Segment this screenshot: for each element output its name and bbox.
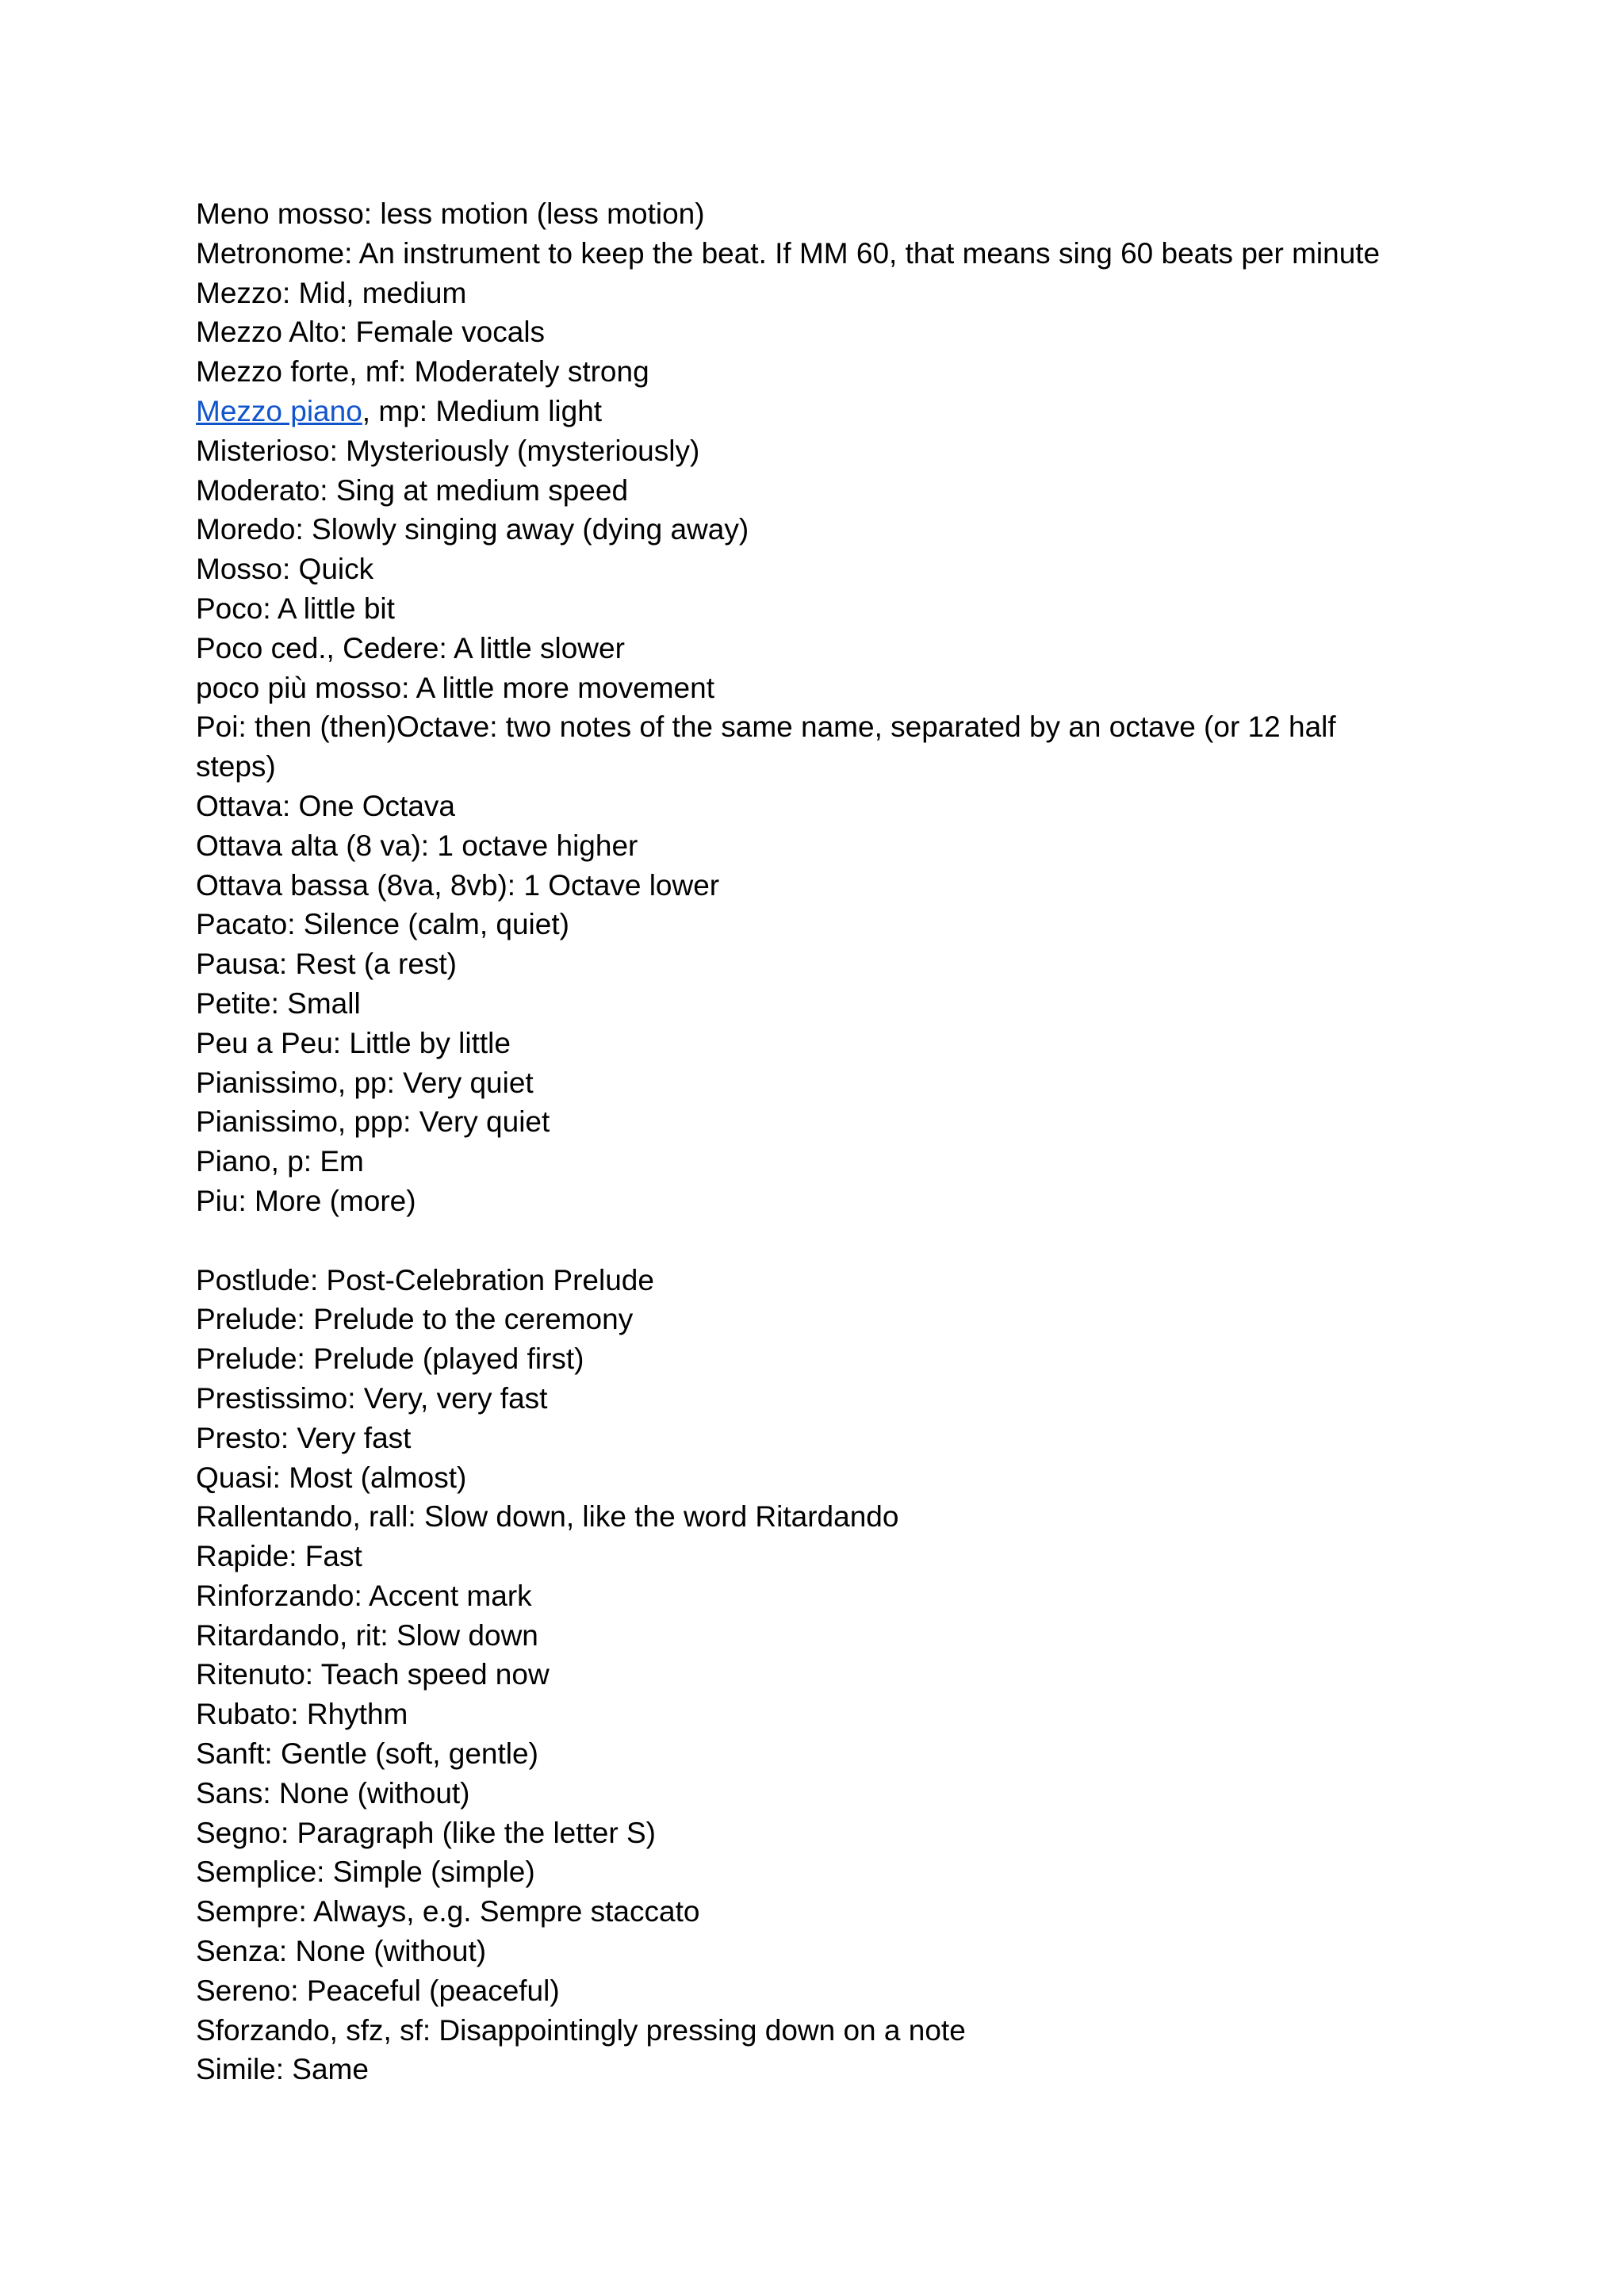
- glossary-entry: Poi: then (then)Octave: two notes of the same name, separated by an octave (or 12 half steps): [196, 710, 1336, 783]
- glossary-entry: Mezzo Alto: Female vocals: [196, 316, 546, 349]
- glossary-entry: Rubato: Rhythm: [196, 1698, 408, 1731]
- glossary-entry: Piano, p: Em: [196, 1145, 364, 1178]
- glossary-entry: Peu a Peu: Little by little: [196, 1026, 511, 1059]
- glossary-entry: Ottava: One Octava: [196, 789, 455, 822]
- glossary-entry: Segno: Paragraph (like the letter S): [196, 1816, 656, 1849]
- glossary-entry: Prestissimo: Very, very fast: [196, 1381, 548, 1415]
- glossary-entry: Postlude: Post-Celebration Prelude: [196, 1263, 654, 1296]
- glossary-entry: poco più mosso: A little more movement: [196, 671, 714, 704]
- glossary-entry: Moredo: Slowly singing away (dying away): [196, 513, 749, 546]
- glossary-entry: Rapide: Fast: [196, 1540, 362, 1573]
- glossary-entry-rest: , mp: Medium light: [362, 394, 603, 427]
- glossary-entry: Senza: None (without): [196, 1935, 487, 1968]
- glossary-entry: Presto: Very fast: [196, 1421, 412, 1454]
- glossary-entry: Sempre: Always, e.g. Sempre staccato: [196, 1895, 700, 1928]
- glossary-entry: Rinforzando: Accent mark: [196, 1579, 532, 1612]
- glossary-entry: Mosso: Quick: [196, 553, 374, 586]
- glossary-entry: Pacato: Silence (calm, quiet): [196, 908, 569, 941]
- glossary-entry: Ottava alta (8 va): 1 octave higher: [196, 829, 638, 862]
- glossary-entry: Ottava bassa (8va, 8vb): 1 Octave lower: [196, 868, 720, 902]
- glossary-entry: Mezzo forte, mf: Moderately strong: [196, 355, 649, 389]
- glossary-entry: Simile: Same: [196, 2053, 369, 2086]
- glossary-entry: Ritardando, rit: Slow down: [196, 1618, 538, 1652]
- glossary-entry: Metronome: An instrument to keep the beat. If MM 60, that means sing 60 beats per minute: [196, 236, 1381, 270]
- glossary-entry: Petite: Small: [196, 986, 361, 1020]
- glossary-entry: Mezzo: Mid, medium: [196, 276, 467, 309]
- glossary-entry: Ritenuto: Teach speed now: [196, 1658, 550, 1691]
- glossary-entry: Sereno: Peaceful (peaceful): [196, 1974, 560, 2007]
- glossary-entry: Piu: More (more): [196, 1184, 416, 1217]
- glossary-entry: Semplice: Simple (simple): [196, 1855, 535, 1889]
- glossary-entry: Sforzando, sfz, sf: Disappointingly pressing down on a note: [196, 2013, 966, 2047]
- glossary-entry: Rallentando, rall: Slow down, like the word Ritardando: [196, 1500, 899, 1534]
- glossary-entry: Prelude: Prelude (played first): [196, 1342, 584, 1376]
- glossary-entry: Pianissimo, pp: Very quiet: [196, 1066, 534, 1099]
- glossary-entry: Moderato: Sing at medium speed: [196, 473, 629, 507]
- glossary-entry: Meno mosso: less motion (less motion): [196, 197, 705, 230]
- mezzo-piano-link[interactable]: Mezzo piano: [196, 394, 362, 427]
- glossary-entry: Sans: None (without): [196, 1776, 470, 1810]
- glossary-entry: Poco: A little bit: [196, 592, 395, 625]
- glossary-entry: Pausa: Rest (a rest): [196, 948, 458, 981]
- glossary-entry: Pianissimo, ppp: Very quiet: [196, 1105, 550, 1139]
- glossary-entry: Poco ced., Cedere: A little slower: [196, 631, 625, 664]
- glossary-entry: Sanft: Gentle (soft, gentle): [196, 1737, 538, 1771]
- glossary-entry-with-link: [196, 392, 1433, 431]
- glossary-entry: Prelude: Prelude to the ceremony: [196, 1303, 634, 1336]
- glossary-entry: Misterioso: Mysteriously (mysteriously): [196, 434, 700, 467]
- glossary-list: [196, 194, 1433, 2089]
- blank-line: [196, 1221, 1433, 1261]
- glossary-entry: Quasi: Most (almost): [196, 1461, 467, 1494]
